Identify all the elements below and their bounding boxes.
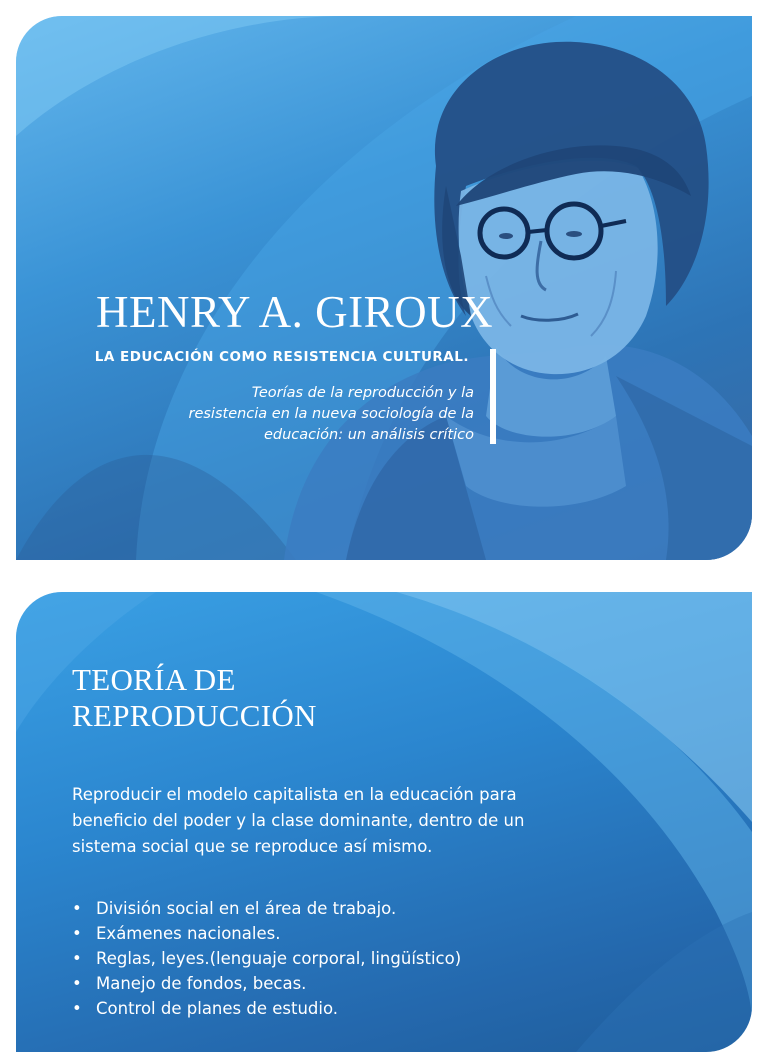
bullet-item: • Control de planes de estudio.	[72, 996, 632, 1021]
bullet-item: • Manejo de fondos, becas.	[72, 971, 632, 996]
book-title	[136, 383, 474, 446]
bullet-list	[72, 896, 632, 1021]
slide-title	[72, 662, 672, 734]
content-slide	[16, 592, 752, 1052]
slide-title-line: REPRODUCCIÓN	[72, 698, 317, 733]
book-title-line: educación: un análisis crítico	[263, 427, 474, 443]
slide-subtitle: LA EDUCACIÓN COMO RESISTENCIA CULTURAL.	[94, 349, 469, 365]
title-slide	[16, 16, 752, 560]
book-title-line: resistencia en la nueva sociología de la	[188, 406, 474, 422]
paragraph-line: Reproducir el modelo capitalista en la educación para	[72, 785, 517, 804]
description-paragraph	[72, 782, 612, 860]
bullet-item: • Exámenes nacionales.	[72, 921, 632, 946]
accent-bar	[490, 349, 496, 444]
book-title-line: Teorías de la reproducción y la	[251, 385, 474, 401]
bullet-item: • Reglas, leyes.(lenguaje corporal, lingüístico)	[72, 946, 632, 971]
slide-title: HENRY A. GIROUX	[96, 287, 494, 337]
paragraph-line: sistema social que se reproduce así mismo.	[72, 837, 433, 856]
paragraph-line: beneficio del poder y la clase dominante, dentro de un	[72, 811, 525, 830]
slide-title-line: TEORÍA DE	[72, 662, 236, 697]
bullet-item: • División social en el área de trabajo.	[72, 896, 632, 921]
